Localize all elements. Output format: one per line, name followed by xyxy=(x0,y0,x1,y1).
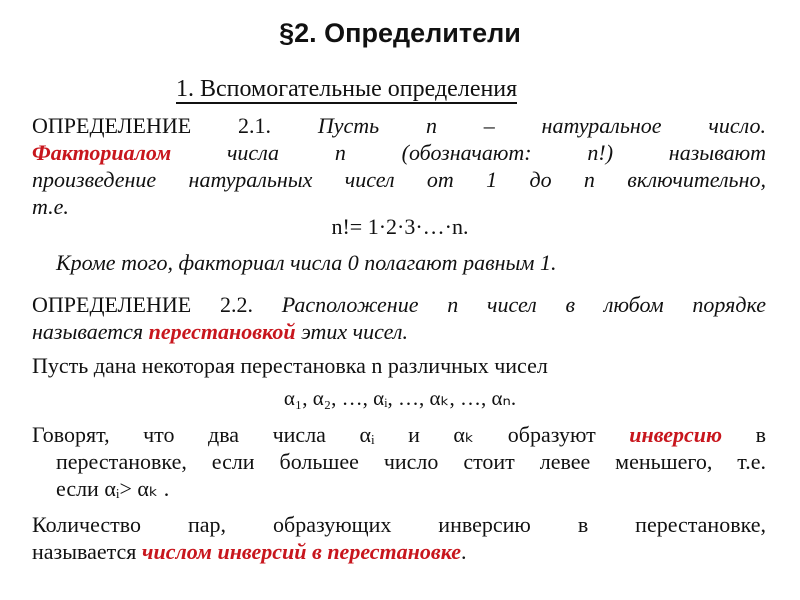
def2-label: ОПРЕДЕЛЕНИЕ 2.2. xyxy=(32,292,282,317)
count-text2b: . xyxy=(460,539,467,564)
term-inversion-count: числом инверсий в перестановке xyxy=(141,539,461,564)
def1-line4: т.е. xyxy=(32,194,69,219)
inversion-count-definition xyxy=(32,511,766,565)
count-line2 xyxy=(32,538,766,565)
def2-text2b: этих чисел. xyxy=(295,319,408,344)
count-text2a: называется xyxy=(32,539,142,564)
page-title: §2. Определители xyxy=(279,18,521,48)
def2-line1 xyxy=(32,291,766,318)
inv-line1 xyxy=(32,421,766,448)
factorial-formula: n!= 1·2·3·…·n. xyxy=(331,214,469,239)
def1-line3: произведение натуральных чисел от 1 до n включительно, xyxy=(32,167,766,192)
inv-text1b: в xyxy=(722,422,766,447)
def1-line2 xyxy=(32,139,766,166)
section-subtitle-text: 1. Вспомогательные определения xyxy=(176,76,518,102)
def2-text2a: называется xyxy=(32,319,149,344)
def2-line2 xyxy=(32,318,766,345)
inv-line2: перестановке, если большее число стоит левее меньшего, т.е. xyxy=(56,449,766,474)
inv-text1a: Говорят, что два числа αᵢ и αₖ образуют xyxy=(32,422,630,447)
section-subtitle xyxy=(176,76,517,103)
def1-text2: числа n (обозначают: n!) называют xyxy=(171,140,766,165)
term-inversion: инверсию xyxy=(629,422,723,447)
definition-2-1 xyxy=(32,112,766,220)
factorial-zero-note: Кроме того, факториал числа 0 полагают равным 1. xyxy=(56,250,557,275)
permutation-statement: Пусть дана некоторая перестановка n различных чисел xyxy=(32,353,548,378)
term-permutation: перестановкой xyxy=(148,319,296,344)
count-line1: Количество пар, образующих инверсию в перестановке, xyxy=(32,512,766,537)
permutation-sequence: α₁, α₂, …, αᵢ, …, αₖ, …, αₙ. xyxy=(283,386,517,410)
inversion-definition xyxy=(32,421,766,502)
def1-label: ОПРЕДЕЛЕНИЕ 2.1. xyxy=(32,113,318,138)
def2-text1: Расположение n чисел в любом порядке xyxy=(281,292,766,317)
def1-text1: Пусть n – натуральное число. xyxy=(317,113,767,138)
term-factorial: Факториалом xyxy=(32,140,172,165)
inv-line3: если αᵢ> αₖ . xyxy=(56,476,170,501)
definition-2-2 xyxy=(32,291,766,345)
def1-line1 xyxy=(32,112,766,139)
